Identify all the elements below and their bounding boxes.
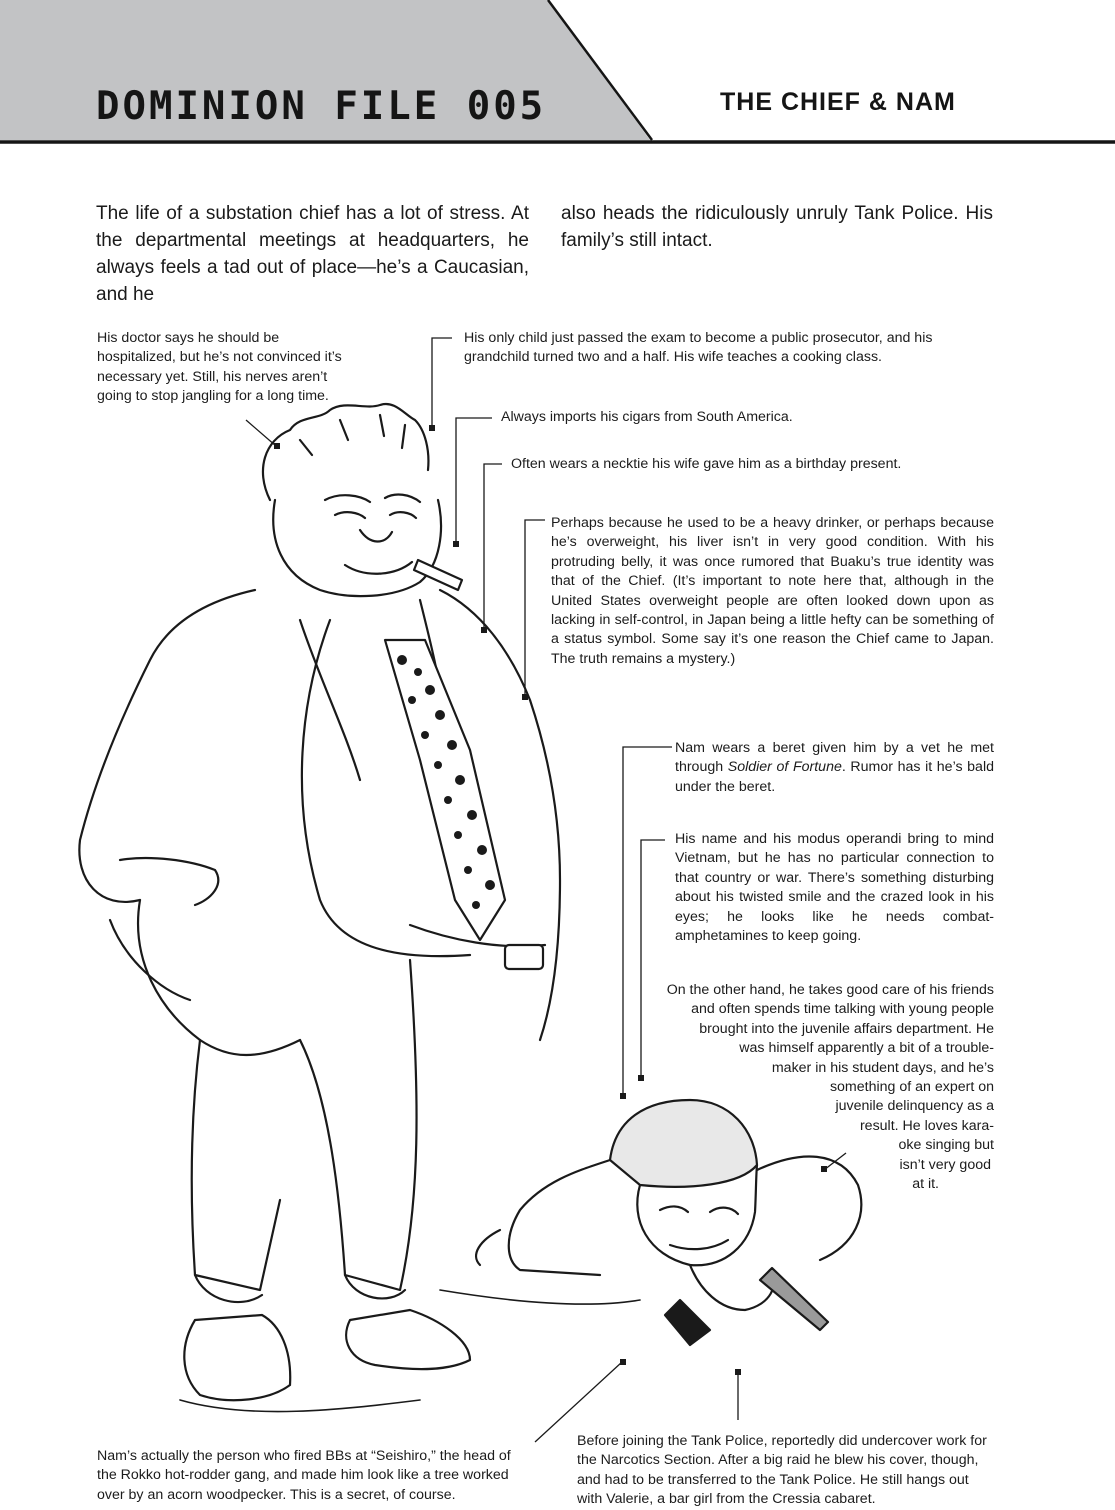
- note-undercover: Before joining the Tank Police, reportedly did undercover work for the Narcotics Section. After a big raid he blew his cover, though, and had to be transferred to the Tank Police. He still hangs out with Valerie, a bar girl from the Cressia cabaret.: [577, 1433, 987, 1508]
- leader-doctor: [246, 420, 276, 446]
- leader-liver: [525, 520, 545, 697]
- note-doctor: His doctor says he should be hospitalized, but he’s not convinced it’s necessary yet. Still, his nerves aren’t going to stop jangling for a long time.: [97, 330, 342, 405]
- note-friends-line: brought into the juvenile affairs department. He: [699, 1020, 994, 1037]
- note-friends-line: something of an expert on: [829, 1079, 994, 1096]
- leader-cigars: [456, 418, 492, 544]
- note-beret-magazine: Soldier of Fortune: [727, 759, 842, 776]
- note-friends-line: was himself apparently a bit of a trouble-: [739, 1040, 994, 1057]
- note-friends: [640, 981, 994, 1194]
- note-friends-line: oke singing but: [898, 1137, 994, 1154]
- note-cigars: Always imports his cigars from South America.: [501, 409, 793, 425]
- note-beret-text-b: . Rumor has it he’s bald under the beret.: [675, 759, 994, 795]
- note-friends-line: at it.: [912, 1176, 939, 1193]
- note-necktie: Often wears a necktie his wife gave him as a birthday present.: [511, 456, 902, 472]
- leader-child: [432, 338, 452, 428]
- note-friends-line: and often spends time talking with young people: [691, 1001, 994, 1018]
- section-title: THE CHIEF & NAM: [720, 88, 956, 116]
- note-beret-text-a: Nam wears a beret given him by a vet he met through: [675, 740, 994, 776]
- note-friends-line: juvenile delinquency as a: [835, 1098, 994, 1115]
- leader-bbs: [535, 1362, 622, 1442]
- file-title: DOMINION FILE 005: [96, 84, 547, 129]
- intro-column-left: The life of a substation chief has a lot of stress. At the departmental meetings at headquarters, he always feels a tad out of place—he’s a Caucasian, and he: [96, 203, 529, 305]
- note-vietnam: His name and his modus operandi bring to mind Vietnam, but he has no particular connection to that country or war. There’s something disturbing about his twisted smile and the crazed look in his eyes; he looks like he needs combat-amphetamines to keep going.: [675, 831, 994, 945]
- note-friends-line: isn’t very good: [899, 1156, 991, 1173]
- note-bbs: Nam’s actually the person who fired BBs at “Seishiro,” the head of the Rokko hot-rodder gang, and made him look like a tree worked over by an acorn woodpecker. This is a secret, of course.: [97, 1448, 511, 1503]
- note-friends-line: On the other hand, he takes good care of his friends: [666, 982, 994, 998]
- leader-necktie: [484, 464, 502, 630]
- note-child: His only child just passed the exam to become a public prosecutor, and his grandchild turned two and a half. His wife teaches a cooking class.: [464, 330, 933, 366]
- intro-column-right: also heads the ridiculously unruly Tank Police. His family’s still intact.: [561, 203, 993, 251]
- note-beret: [675, 739, 994, 797]
- note-liver: Perhaps because he used to be a heavy drinker, or perhaps because he’s overweight, his liver isn’t in very good condition. With his protruding belly, it was once rumored that Buaku’s true identity was that of the Chief. (It’s important to note here that, although in the United States overweight people are often looked down upon as lacking in self-control, in Japan being a little hefty can be something of a status symbol. Some say it’s one reason the Chief came to Japan. The truth remains a mystery.): [551, 515, 994, 667]
- note-friends-line: maker in his student days, and he’s: [771, 1059, 994, 1076]
- note-friends-line: result. He loves kara-: [859, 1117, 994, 1134]
